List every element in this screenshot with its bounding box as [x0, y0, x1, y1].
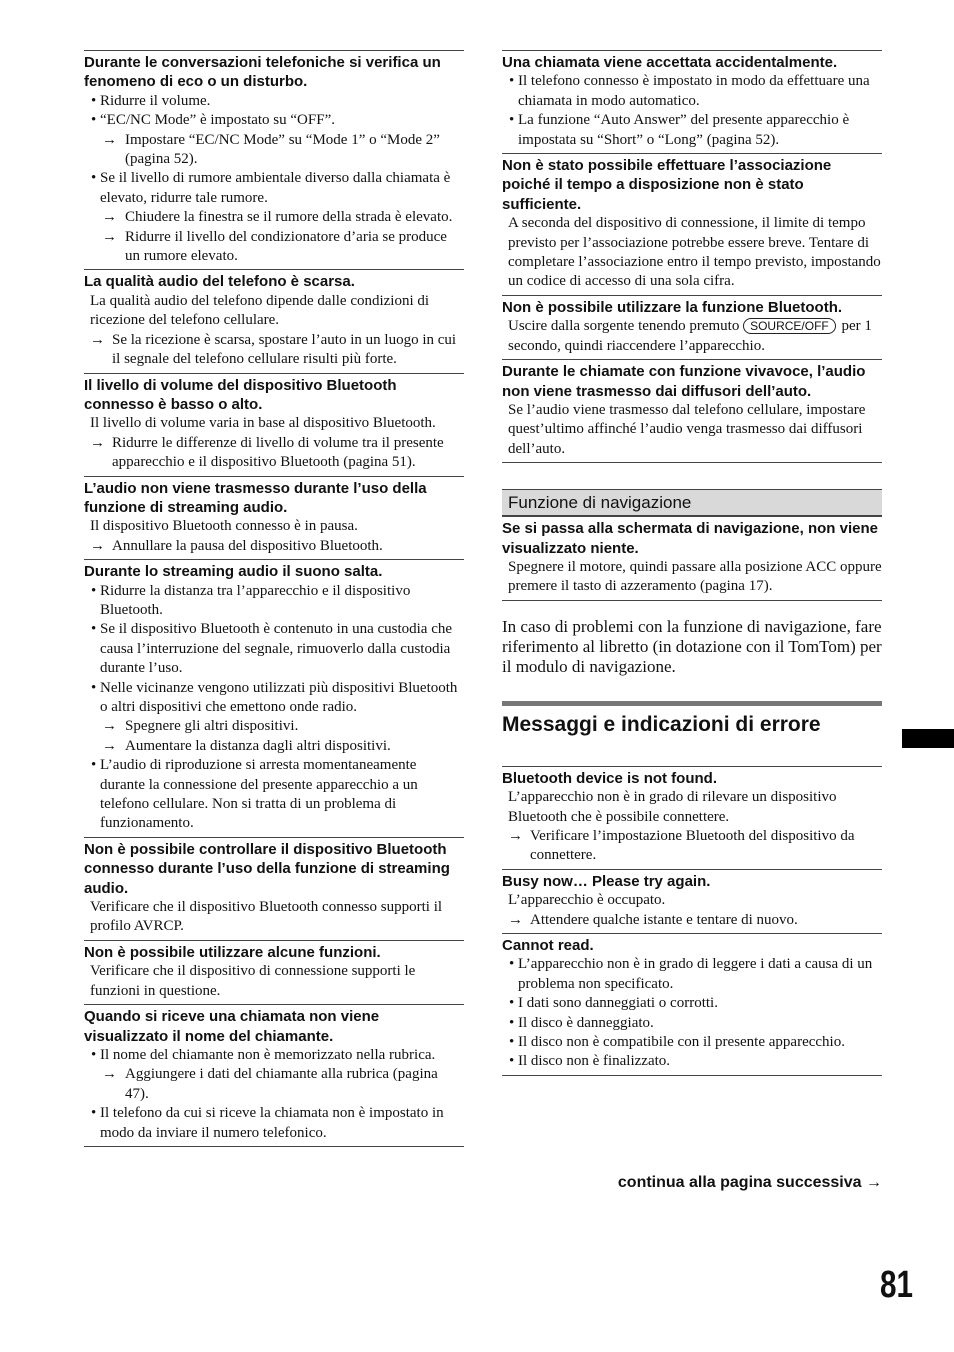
continue-text: continua alla pagina successiva	[617, 1174, 862, 1191]
item-heading: Il livello di volume del dispositivo Bluetooth connesso è basso o alto.	[84, 376, 397, 413]
bullet-item: • Il telefono connesso è impostato in modo da effettuare una chiamata in modo automatico.	[502, 72, 882, 111]
body-text: A seconda del dispositivo di connessione, il limite di tempo previsto per l’associazione potrebbe essere breve. Tentare di completare l’associazione entro il tempo previsto, impostando un codice di accesso di una sola cifra.	[508, 215, 881, 290]
bullet-item: • La funzione “Auto Answer” del presente apparecchio è impostata su “Short” o “Long” (pagina 52).	[502, 111, 882, 150]
troubleshooting-item	[502, 933, 882, 1076]
arrow-right-icon: →	[508, 911, 523, 928]
troubleshooting-item	[84, 476, 464, 560]
bullet-item: • Ridurre il volume.	[84, 92, 464, 111]
bullet-item: • “EC/NC Mode” è impostato su “OFF”.	[84, 111, 464, 130]
source-off-button-label: SOURCE/OFF	[743, 318, 836, 334]
troubleshooting-item	[502, 359, 882, 463]
remedy-item	[84, 434, 464, 473]
remedy-item	[84, 208, 464, 227]
troubleshooting-item	[84, 940, 464, 1004]
body-text: Il dispositivo Bluetooth connesso è in pausa.	[90, 518, 358, 535]
troubleshooting-item	[502, 869, 882, 933]
remedy-item	[84, 537, 464, 556]
arrow-right-icon: →	[102, 737, 117, 754]
arrow-right-icon: →	[90, 434, 105, 451]
bullet-item: • Se il livello di rumore ambientale diverso dalla chiamata è elevato, ridurre tale rumore.	[84, 169, 464, 208]
remedy-text: Attendere qualche istante e tentare di nuovo.	[530, 911, 798, 928]
bullet-item: • Il nome del chiamante non è memorizzato nella rubrica.	[84, 1046, 464, 1065]
item-heading: Durante lo streaming audio il suono salta.	[84, 563, 383, 581]
arrow-right-icon: →	[90, 537, 105, 554]
troubleshooting-item	[84, 373, 464, 476]
remedy-item	[502, 911, 882, 930]
error-messages	[502, 766, 882, 1076]
troubleshooting-item	[84, 269, 464, 372]
troubleshooting-item	[502, 50, 882, 153]
remedy-text: Spegnere gli altri dispositivi.	[125, 718, 299, 735]
arrow-right-icon: →	[102, 228, 117, 245]
item-heading: La qualità audio del telefono è scarsa.	[84, 273, 355, 291]
arrow-right-icon: →	[508, 827, 523, 844]
item-heading: Una chiamata viene accettata accidentalmente.	[502, 54, 838, 71]
troubleshooting-item	[502, 153, 882, 295]
body-text: Verificare che il dispositivo Bluetooth connesso supporti il profilo AVRCP.	[90, 899, 443, 935]
body-text: L’apparecchio è occupato.	[508, 892, 666, 909]
bullet-item: • Se il dispositivo Bluetooth è contenuto in una custodia che causa l’interruzione del segnale, rimuoverlo dalla custodia durante l’uso.	[84, 620, 464, 678]
item-heading: Bluetooth device is not found.	[502, 769, 717, 787]
troubleshooting-item	[84, 559, 464, 837]
arrow-right-icon: →	[102, 131, 117, 148]
body-text: Spegnere il motore, quindi passare alla posizione ACC oppure premere il tasto di azzeramento (pagina 17).	[508, 558, 882, 595]
remedy-item	[84, 717, 464, 736]
body-text	[502, 317, 882, 356]
remedy-text: Se la ricezione è scarsa, spostare l’auto in un luogo in cui il segnale del telefono cellulare risulti più forte.	[112, 331, 457, 368]
remedy-text: Verificare l’impostazione Bluetooth del dispositivo da connettere.	[530, 827, 855, 864]
remedy-text: Annullare la pausa del dispositivo Bluetooth.	[112, 537, 383, 554]
arrow-right-icon: →	[866, 1174, 882, 1191]
body-text: Il livello di volume varia in base al dispositivo Bluetooth.	[90, 415, 436, 432]
item-heading: Cannot read.	[502, 937, 594, 954]
item-heading: Durante le conversazioni telefoniche si verifica un fenomeno di eco o un disturbo.	[84, 54, 441, 91]
bullet-item: • Nelle vicinanze vengono utilizzati più dispositivi Bluetooth o altri dispositivi che emettono onde radio.	[84, 679, 464, 718]
nav-intro-paragraph: In caso di problemi con la funzione di navigazione, fare riferimento al libretto (in dotazione con il TomTom) per il modulo di navigazione.	[502, 616, 882, 676]
body-text: Verificare che il dispositivo di connessione supporti le funzioni in questione.	[90, 963, 416, 999]
troubleshooting-item	[84, 50, 464, 269]
item-heading: Quando si riceve una chiamata non viene visualizzato il nome del chiamante.	[84, 1008, 380, 1045]
troubleshooting-item	[84, 1004, 464, 1147]
remedy-item	[84, 228, 464, 267]
remedy-item	[84, 131, 464, 170]
bullet-item: • I dati sono danneggiati o corrotti.	[502, 994, 882, 1013]
remedy-item	[502, 827, 882, 866]
text-after: per 1 secondo, quindi riaccendere l’apparecchio.	[508, 318, 872, 354]
bullet-item: • L’apparecchio non è in grado di leggere i dati a causa di un problema non specificato.	[502, 955, 882, 994]
item-heading: Non è possibile utilizzare alcune funzioni.	[84, 943, 381, 961]
arrow-right-icon: →	[90, 331, 105, 348]
troubleshooting-item	[502, 516, 882, 601]
bullet-item: • Il telefono da cui si riceve la chiamata non è impostato in modo da inviare il numero telefonico.	[84, 1104, 464, 1143]
bullet-item: • Il disco non è finalizzato.	[502, 1052, 882, 1071]
body-text: La qualità audio del telefono dipende dalle condizioni di ricezione del telefono cellulare.	[90, 292, 430, 329]
item-heading: Busy now… Please try again.	[502, 872, 711, 890]
remedy-text: Ridurre il livello del condizionatore d’aria se produce un rumore elevato.	[125, 228, 447, 265]
text-before: Uscire dalla sorgente tenendo premuto	[508, 318, 740, 335]
troubleshooting-item	[502, 766, 882, 869]
nav-troubleshooting	[502, 516, 882, 601]
remedy-item	[84, 737, 464, 756]
item-heading: L’audio non viene trasmesso durante l’uso della funzione di streaming audio.	[84, 479, 427, 516]
arrow-right-icon: →	[102, 209, 117, 226]
page-number: 81	[880, 1264, 913, 1306]
remedy-text: Impostare “EC/NC Mode” su “Mode 1” o “Mode 2” (pagina 52).	[125, 131, 440, 168]
item-heading: Se si passa alla schermata di navigazione, non viene visualizzato niente.	[502, 520, 878, 557]
body-text: L’apparecchio non è in grado di rilevare un dispositivo Bluetooth che è possibile connettere.	[508, 789, 837, 825]
remedy-text: Aggiungere i dati del chiamante alla rubrica (pagina 47).	[125, 1066, 438, 1102]
errors-section-title: Messaggi e indicazioni di errore	[502, 701, 882, 740]
arrow-right-icon: →	[102, 718, 117, 735]
right-column	[502, 50, 882, 1076]
remedy-item	[84, 1065, 464, 1104]
section-thumb-tab	[902, 729, 954, 748]
body-text: Se l’audio viene trasmesso dal telefono cellulare, impostare quest’ultimo affinché l’audio venga trasmesso dai diffusori dell’auto.	[508, 401, 866, 457]
remedy-text: Ridurre le differenze di livello di volume tra il presente apparecchio e il dispositivo Bluetooth (pagina 51).	[112, 434, 444, 471]
bullet-item: • Il disco non è compatibile con il presente apparecchio.	[502, 1033, 882, 1052]
item-heading: Non è stato possibile effettuare l’associazione poiché il tempo a disposizione non è stato sufficiente.	[502, 157, 832, 213]
nav-section-heading: Funzione di navigazione	[502, 489, 882, 516]
remedy-text: Chiudere la finestra se il rumore della strada è elevato.	[125, 209, 453, 226]
bullet-item: • L’audio di riproduzione si arresta momentaneamente durante la connessione del presente apparecchio a un telefono cellulare. Non si tratta di un problema di funzionamento.	[84, 756, 464, 834]
arrow-right-icon: →	[102, 1066, 117, 1083]
continue-note	[502, 1172, 882, 1194]
bullet-item: • Ridurre la distanza tra l’apparecchio e il dispositivo Bluetooth.	[84, 582, 464, 621]
item-heading: Non è possibile utilizzare la funzione Bluetooth.	[502, 298, 843, 316]
remedy-text: Aumentare la distanza dagli altri dispositivi.	[125, 737, 391, 754]
troubleshooting-item	[84, 837, 464, 940]
item-heading: Non è possibile controllare il dispositivo Bluetooth connesso durante l’uso della funzione di streaming audio.	[84, 840, 450, 897]
bullet-item: • Il disco è danneggiato.	[502, 1014, 882, 1033]
troubleshooting-item	[502, 295, 882, 359]
remedy-item	[84, 331, 464, 370]
item-heading: Durante le chiamate con funzione vivavoce, l’audio non viene trasmesso dai diffusori dell’auto.	[502, 363, 866, 400]
phone-troubleshooting-continued	[502, 50, 882, 463]
left-column	[84, 50, 464, 1147]
